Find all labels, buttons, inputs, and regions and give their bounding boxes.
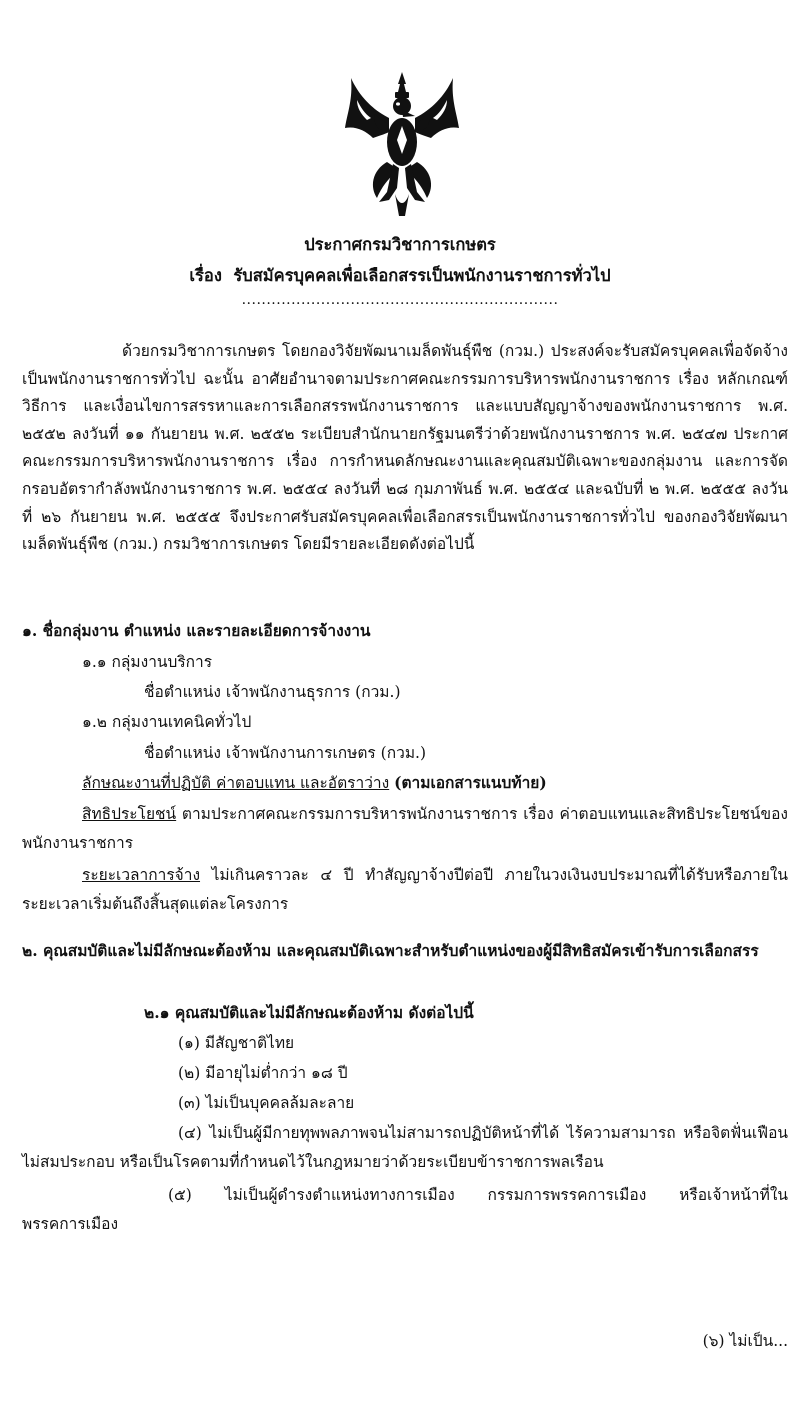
qualification-item-2: (๒) มีอายุไม่ต่ำกว่า ๑๘ ปี — [178, 1064, 348, 1082]
duties-note: (ตามเอกสารแนบท้าย) — [394, 773, 547, 792]
subject-label: เรื่อง — [189, 266, 222, 285]
title-separator: ................................................................ — [241, 292, 559, 308]
section2-heading: ๒. คุณสมบัติและไม่มีลักษณะต้องห้าม และคุณสมบัติเฉพาะสำหรับตำแหน่งของผู้มีสิทธิสมัครเข้ารับการเลือกสรร — [22, 941, 759, 960]
announcement-title: ประกาศกรมวิชาการเกษตร — [304, 235, 496, 254]
section1-heading: ๑. ชื่อกลุ่มงาน ตำแหน่ง และรายละเอียดการจ้างงาน — [22, 621, 371, 640]
continuation-note: (๖) ไม่เป็น... — [702, 1332, 788, 1350]
group1-name: ๑.๑ กลุ่มงานบริการ — [82, 653, 213, 671]
qualification-item-1: (๑) มีสัญชาติไทย — [178, 1034, 295, 1052]
term-paragraph — [22, 861, 788, 918]
group2-name: ๑.๒ กลุ่มงานเทคนิคทั่วไป — [82, 713, 252, 731]
term-text: ไม่เกินคราวละ ๔ ปี ทำสัญญาจ้างปีต่อปี ภายในวงเงินงบประมาณที่ได้รับหรือภายในระยะเวลาเริ่มต้นถึงสิ้นสุดแต่ละโครงการ — [22, 866, 788, 913]
subject-text: รับสมัครบุคคลเพื่อเลือกสรรเป็นพนักงานราชการทั่วไป — [233, 266, 611, 285]
duties-line — [82, 770, 547, 795]
benefits-label: สิทธิประโยชน์ — [82, 805, 177, 823]
garuda-emblem-icon — [343, 70, 461, 220]
benefits-text: ตามประกาศคณะกรรมการบริหารพนักงานราชการ เรื่อง ค่าตอบแทนและสิทธิประโยชน์ของพนักงานราชการ — [22, 805, 788, 852]
qualification-item-3: (๓) ไม่เป็นบุคคลล้มละลาย — [178, 1094, 355, 1112]
intro-paragraph: ด้วยกรมวิชาการเกษตร โดยกองวิจัยพัฒนาเมล็ดพันธุ์พืช (กวม.) ประสงค์จะรับสมัครบุคคลเพื่อจัดจ้างเป็นพนักงานราชการทั่วไป ฉะนั้น อาศัยอำนาจตามประกาศคณะกรรมการบริหารพนักงานราชการ เรื่อง หลักเกณฑ์ วิธีการ และเงื่อนไขการสรรหาและการเลือกสรรพนักงานราชการ และแบบสัญญาจ้างของพนักงานราชการ พ.ศ. ๒๕๕๒ ลงวันที่ ๑๑ กันยายน พ.ศ. ๒๕๕๒ ระเบียบสำนักนายกรัฐมนตรีว่าด้วยพนักงานราชการ พ.ศ. ๒๕๔๗ ประกาศคณะกรรมการบริหารพนักงานราชการ เรื่อง การกำหนดลักษณะงานและคุณสมบัติเฉพาะของกลุ่มงาน และการจัดกรอบอัตรากำลังพนักงานราชการ พ.ศ. ๒๕๕๔ ลงวันที่ ๒๘ กุมภาพันธ์ พ.ศ. ๒๕๕๔ และฉบับที่ ๒ พ.ศ. ๒๕๕๕ ลงวันที่ ๒๖ กันยายน พ.ศ. ๒๕๕๕ จึงประกาศรับสมัครบุคคลเพื่อเลือกสรรเป็นพนักงานราชการทั่วไป ของกองวิจัยพัฒนาเมล็ดพันธุ์พืช (กวม.) กรมวิชาการเกษตร โดยมีรายละเอียดดังต่อไปนี้ — [22, 342, 788, 554]
group2-position: ชื่อตำแหน่ง เจ้าพนักงานการเกษตร (กวม.) — [144, 744, 427, 762]
duties-label: ลักษณะงานที่ปฏิบัติ ค่าตอบแทน และอัตราว่าง — [82, 774, 390, 792]
benefits-paragraph — [22, 800, 788, 857]
group1-position: ชื่อตำแหน่ง เจ้าพนักงานธุรการ (กวม.) — [144, 683, 401, 701]
section2-sub-heading: ๒.๑ คุณสมบัติและไม่มีลักษณะต้องห้าม ดังต่อไปนี้ — [144, 1003, 474, 1022]
term-label: ระยะเวลาการจ้าง — [82, 866, 201, 884]
qualification-item-4: (๔) ไม่เป็นผู้มีกายทุพพลภาพจนไม่สามารถปฏิบัติหน้าที่ได้ ไร้ความสามารถ หรือจิตฟั่นเฟือนไม่สมประกอบ หรือเป็นโรคตามที่กำหนดไว้ในกฎหมายว่าด้วยระเบียบข้าราชการพลเรือน — [22, 1124, 788, 1171]
qualification-item-5: (๕) ไม่เป็นผู้ดำรงตำแหน่งทางการเมือง กรรมการพรรคการเมือง หรือเจ้าหน้าที่ในพรรคการเมือง — [22, 1186, 788, 1233]
announcement-subject — [0, 263, 800, 289]
